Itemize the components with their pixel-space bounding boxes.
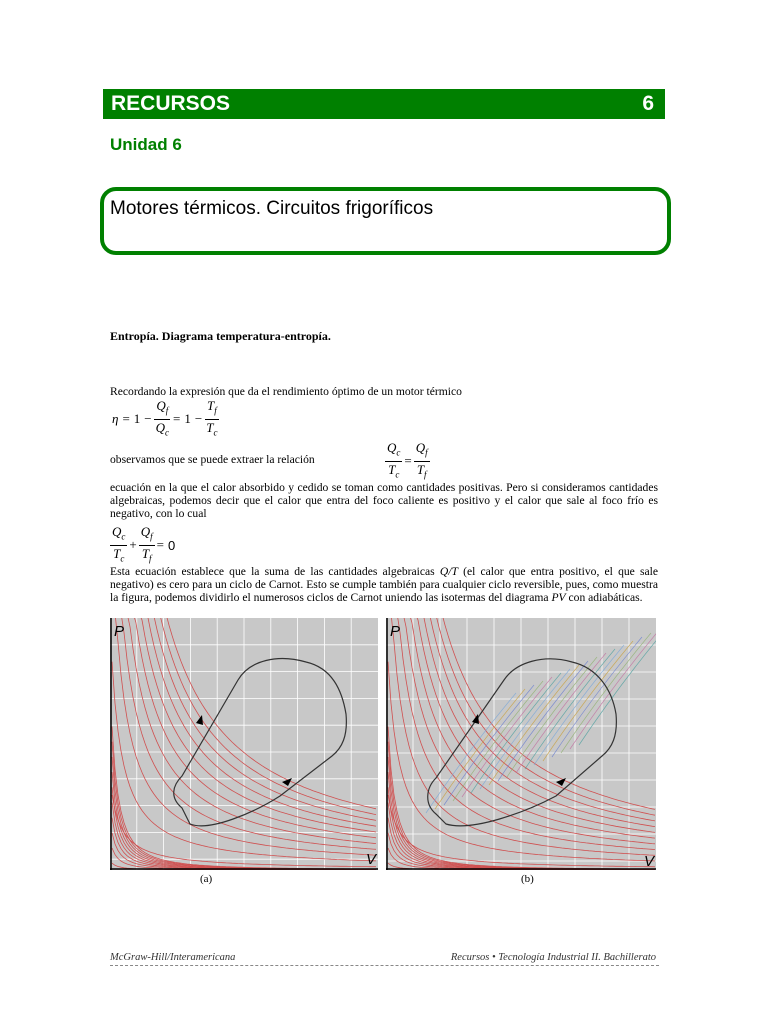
figure-a-caption: (a) — [200, 873, 213, 885]
chapter-title: Motores térmicos. Circuitos frigoríficos — [110, 198, 434, 219]
figure-a-pv-diagram — [110, 618, 378, 870]
footer-publisher: McGraw-Hill/Interamericana — [110, 952, 236, 963]
figure-b-caption: (b) — [521, 873, 534, 885]
equation-sum-zero: $\frac{Q_c}{T_c}$ + $\frac{Q_f}{T_f}$ = 0 — [112, 524, 176, 564]
unit-label: Unidad 6 — [110, 135, 182, 154]
eta-symbol: η — [112, 411, 119, 427]
paragraph-2: observamos que se puede extraer la relación — [110, 453, 315, 466]
paragraph-4: Esta ecuación establece que la suma de las cantidades algebraicas Q/T (el calor que entra positivo, el que sale negativo) es cero para un ciclo de Carnot. Esto se cumple también para cualquier ciclo reversible, pues, como muestra la figura, podemos dividirlo el numerosos ciclos de Carnot uniendo las isotermas del diagrama PV con adiabáticas. — [110, 565, 659, 604]
figure-b-p-label: P — [390, 623, 401, 640]
figure-b-v-label: V — [644, 853, 655, 870]
paragraph-3: ecuación en la que el calor absorbido y cedido se toman como cantidades positivas. Pero si consideramos cantidades algebraicas, podemos decir que el calor que entra del foco caliente es positivo y el calor que sale al foco frío es negativo, con lo cual — [110, 481, 658, 520]
footer-rule — [110, 965, 659, 966]
header-number: 6 — [642, 92, 654, 115]
figure-b-pv-diagram — [386, 618, 656, 870]
header-title: RECURSOS — [111, 92, 231, 115]
paragraph-1: Recordando la expresión que da el rendimiento óptimo de un motor térmico — [110, 385, 462, 398]
fraction-tf-tc: $\frac{T_f}{T_c}$ — [206, 398, 218, 438]
equation-efficiency: η = 1 − $\frac{Q_f}{Q_c}$ = 1 − $\frac{T_f}{T_c}$ — [110, 398, 219, 440]
fraction-qc-tc: $\frac{Q_c}{T_c}$ — [387, 440, 401, 480]
equation-relation: $\frac{Q_c}{T_c}$ = $\frac{Q_f}{T_f}$ — [385, 440, 430, 482]
section-heading: Entropía. Diagrama temperatura-entropía. — [110, 329, 331, 343]
footer-course: Recursos • Tecnología Industrial II. Bachillerato — [450, 952, 656, 963]
fraction-qf-tf: $\frac{Q_f}{T_f}$ — [415, 440, 428, 480]
fraction-qf-qc: $\frac{Q_f}{Q_c}$ — [155, 398, 170, 438]
figure-a-v-label: V — [366, 851, 377, 868]
figure-a-p-label: P — [114, 623, 125, 640]
